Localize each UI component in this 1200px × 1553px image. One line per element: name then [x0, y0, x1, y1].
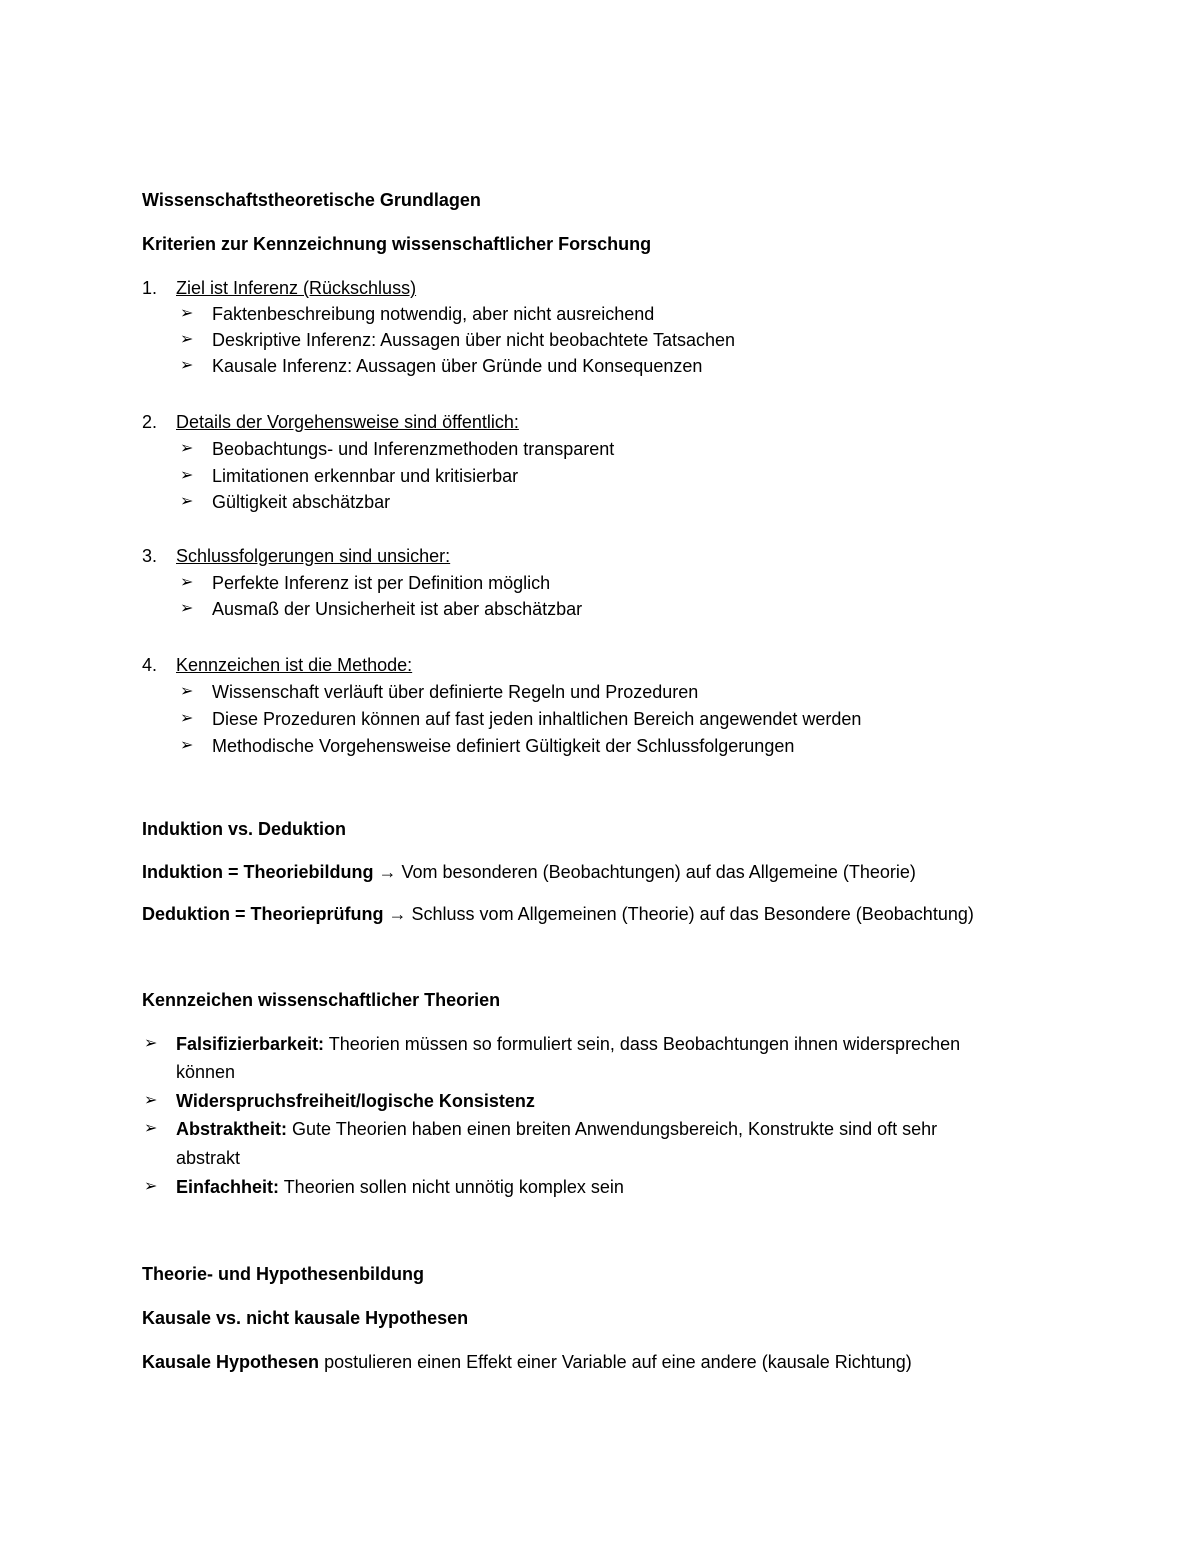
- kausale-hypothesen-line: [142, 1351, 912, 1373]
- induktion-line: [142, 861, 916, 883]
- criterion-title: Ziel ist Inferenz (Rückschluss): [176, 278, 417, 298]
- arrow-bullet-icon: ➢: [144, 1120, 158, 1137]
- induktion-definition: Vom besonderen (Beobachtungen) auf das Allgemeine (Theorie): [401, 862, 916, 882]
- list-item: Perfekte Inferenz ist per Definition möglich: [212, 573, 551, 593]
- list-item: Gültigkeit abschätzbar: [212, 492, 391, 512]
- arrow-right-icon: →: [378, 862, 397, 882]
- list-item: Widerspruchsfreiheit/logische Konsistenz: [176, 1091, 535, 1111]
- list-item-continuation: können: [176, 1062, 236, 1082]
- heading-kriterien: Kriterien zur Kennzeichnung wissenschaftlicher Forschung: [142, 234, 652, 254]
- heading-induktion-deduktion: Induktion vs. Deduktion: [142, 819, 347, 839]
- criterion-number: 2.: [142, 412, 158, 432]
- arrow-bullet-icon: ➢: [180, 357, 194, 374]
- criterion-number: 4.: [142, 655, 158, 675]
- arrow-bullet-icon: ➢: [144, 1035, 158, 1052]
- list-item: Kausale Inferenz: Aussagen über Gründe und Konsequenzen: [212, 356, 703, 376]
- arrow-bullet-icon: ➢: [180, 467, 194, 484]
- kausal-definition: postulieren einen Effekt einer Variable auf eine andere (kausale Richtung): [319, 1352, 912, 1372]
- criterion-number: 1.: [142, 278, 158, 298]
- arrow-bullet-icon: ➢: [180, 440, 194, 457]
- deduktion-term: Deduktion = Theorieprüfung: [142, 904, 384, 924]
- arrow-bullet-icon: ➢: [144, 1092, 158, 1109]
- list-item: Methodische Vorgehensweise definiert Gültigkeit der Schlussfolgerungen: [212, 736, 795, 756]
- list-item: [176, 1033, 960, 1055]
- heading-kausale-hypothesen: Kausale vs. nicht kausale Hypothesen: [142, 1308, 469, 1328]
- arrow-bullet-icon: ➢: [180, 493, 194, 510]
- arrow-bullet-icon: ➢: [144, 1178, 158, 1195]
- list-item: [176, 1118, 937, 1140]
- arrow-bullet-icon: ➢: [180, 574, 194, 591]
- arrow-bullet-icon: ➢: [180, 710, 194, 727]
- criterion-number: 3.: [142, 546, 158, 566]
- list-item: Ausmaß der Unsicherheit ist aber abschätzbar: [212, 599, 583, 619]
- arrow-bullet-icon: ➢: [180, 683, 194, 700]
- definition: Theorien sollen nicht unnötig komplex sein: [279, 1177, 624, 1197]
- induktion-term: Induktion = Theoriebildung: [142, 862, 374, 882]
- arrow-bullet-icon: ➢: [180, 331, 194, 348]
- criterion-title: Schlussfolgerungen sind unsicher:: [176, 546, 451, 566]
- deduktion-definition: Schluss vom Allgemeinen (Theorie) auf das Besondere (Beobachtung): [411, 904, 974, 924]
- term: Falsifizierbarkeit:: [176, 1034, 325, 1054]
- criterion-title: Details der Vorgehensweise sind öffentlich:: [176, 412, 519, 432]
- term: Einfachheit:: [176, 1177, 280, 1197]
- list-item: Diese Prozeduren können auf fast jeden inhaltlichen Bereich angewendet werden: [212, 709, 862, 729]
- list-item: [176, 1176, 624, 1198]
- heading-hypothesenbildung: Theorie- und Hypothesenbildung: [142, 1264, 424, 1284]
- heading-grundlagen: Wissenschaftstheoretische Grundlagen: [142, 190, 481, 210]
- term: Abstraktheit:: [176, 1119, 288, 1139]
- heading-kennzeichen-theorien: Kennzeichen wissenschaftlicher Theorien: [142, 990, 501, 1010]
- list-item: Wissenschaft verläuft über definierte Regeln und Prozeduren: [212, 682, 699, 702]
- criterion-title: Kennzeichen ist die Methode:: [176, 655, 413, 675]
- list-item-continuation: abstrakt: [176, 1148, 241, 1168]
- list-item: Beobachtungs- und Inferenzmethoden transparent: [212, 439, 615, 459]
- arrow-right-icon: →: [388, 904, 407, 924]
- arrow-bullet-icon: ➢: [180, 305, 194, 322]
- definition: Gute Theorien haben einen breiten Anwendungsbereich, Konstrukte sind oft sehr: [287, 1119, 938, 1139]
- list-item: Faktenbeschreibung notwendig, aber nicht ausreichend: [212, 304, 655, 324]
- deduktion-line: [142, 903, 974, 925]
- arrow-bullet-icon: ➢: [180, 600, 194, 617]
- arrow-bullet-icon: ➢: [180, 737, 194, 754]
- definition: Theorien müssen so formuliert sein, dass Beobachtungen ihnen widersprechen: [324, 1034, 961, 1054]
- kausal-term: Kausale Hypothesen: [142, 1352, 320, 1372]
- list-item: Deskriptive Inferenz: Aussagen über nicht beobachtete Tatsachen: [212, 330, 736, 350]
- list-item: Limitationen erkennbar und kritisierbar: [212, 466, 519, 486]
